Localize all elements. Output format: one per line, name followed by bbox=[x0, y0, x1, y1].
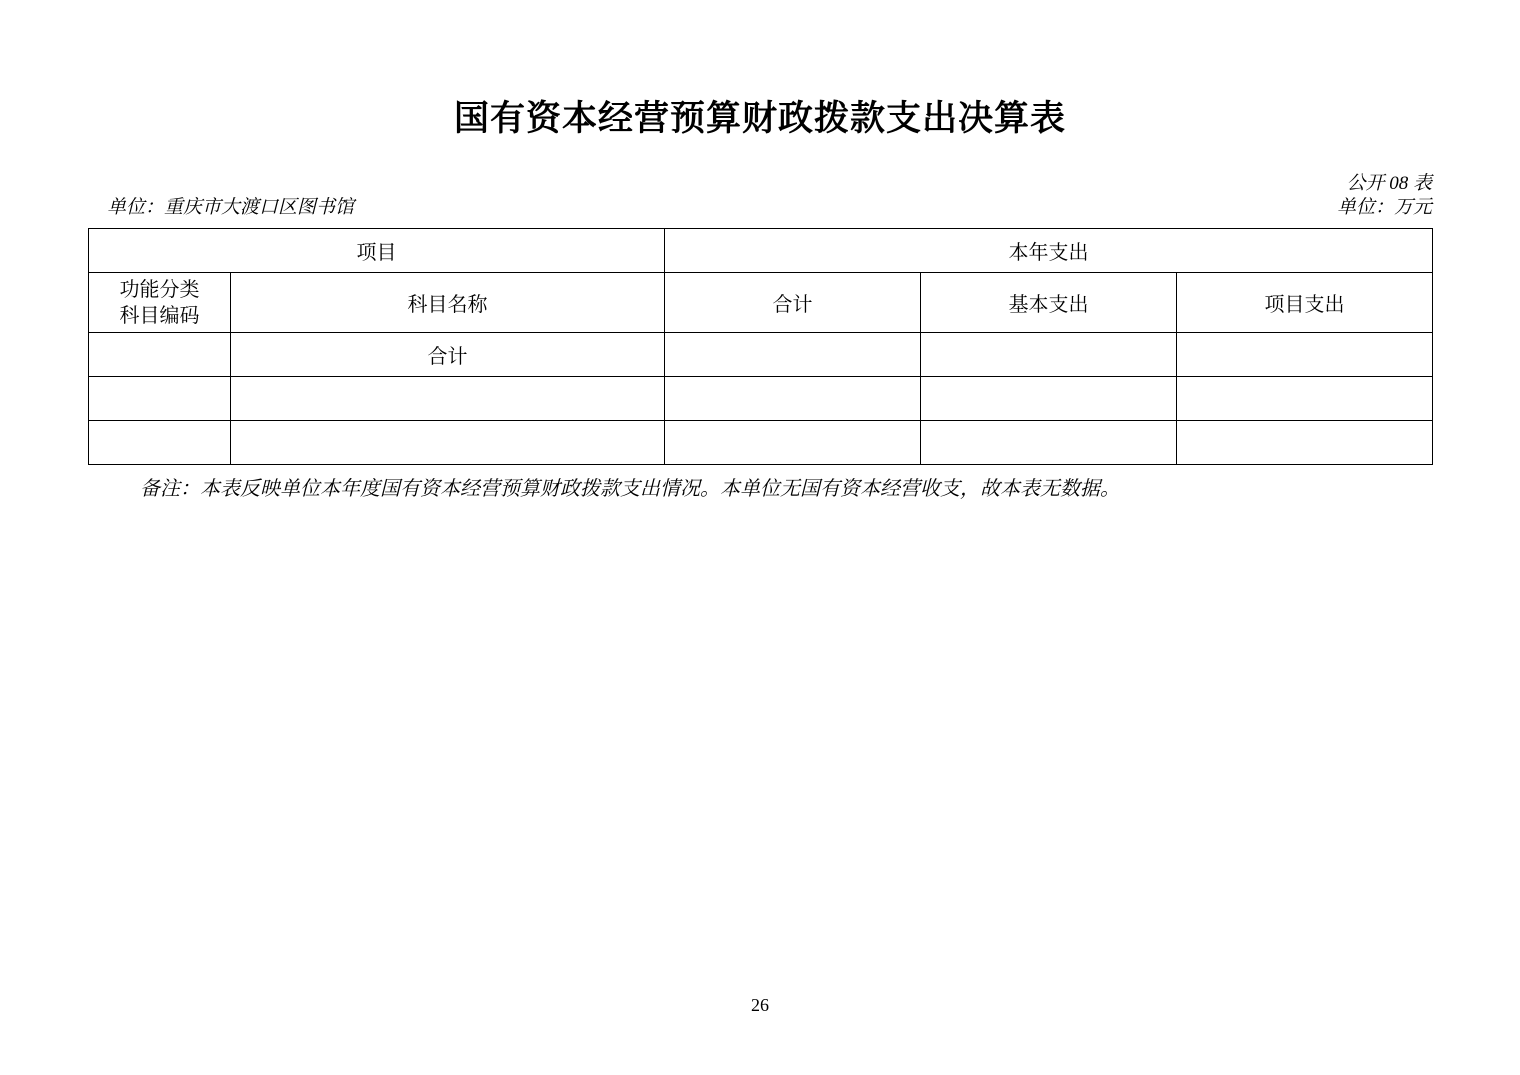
cell-function-code bbox=[89, 333, 231, 377]
column-header-basic-expenditure: 基本支出 bbox=[921, 273, 1177, 333]
cell-project-expenditure bbox=[1177, 421, 1433, 465]
page-number: 26 bbox=[751, 995, 769, 1015]
cell-total bbox=[665, 333, 921, 377]
cell-project-expenditure bbox=[1177, 333, 1433, 377]
cell-subject-name bbox=[231, 377, 665, 421]
column-header-function-code bbox=[89, 273, 231, 333]
table-row bbox=[89, 421, 1433, 465]
organization-unit-label: 单位：重庆市大渡口区图书馆 bbox=[107, 197, 355, 218]
cell-function-code bbox=[89, 421, 231, 465]
table-row bbox=[89, 377, 1433, 421]
cell-subject-name bbox=[231, 421, 665, 465]
column-header-subject-name: 科目名称 bbox=[231, 273, 665, 333]
table-note: 备注：本表反映单位本年度国有资本经营预算财政拨款支出情况。本单位无国有资本经营收支，故本表无数据。 bbox=[140, 478, 1120, 500]
cell-basic-expenditure bbox=[921, 421, 1177, 465]
cell-subject-name: 合计 bbox=[231, 333, 665, 377]
column-header-total: 合计 bbox=[665, 273, 921, 333]
page-title: 国有资本经营预算财政拨款支出决算表 bbox=[453, 99, 1066, 138]
column-header-project-expenditure: 项目支出 bbox=[1177, 273, 1433, 333]
table-row bbox=[89, 333, 1433, 377]
cell-project-expenditure bbox=[1177, 377, 1433, 421]
form-code-label: 公开 08 表 bbox=[1346, 173, 1432, 194]
cell-basic-expenditure bbox=[921, 333, 1177, 377]
currency-unit-label: 单位：万元 bbox=[1336, 197, 1432, 218]
table-group-header-row bbox=[89, 229, 1433, 273]
budget-expenditure-table bbox=[88, 228, 1433, 465]
column-header-function-code-line1: 功能分类 bbox=[119, 278, 200, 301]
table-column-header-row bbox=[89, 273, 1433, 333]
group-header-current-year-expenditure: 本年支出 bbox=[665, 229, 1433, 273]
cell-function-code bbox=[89, 377, 231, 421]
cell-basic-expenditure bbox=[921, 377, 1177, 421]
group-header-item: 项目 bbox=[89, 229, 665, 273]
cell-total bbox=[665, 421, 921, 465]
column-header-function-code-line2: 科目编码 bbox=[119, 304, 200, 327]
cell-total bbox=[665, 377, 921, 421]
